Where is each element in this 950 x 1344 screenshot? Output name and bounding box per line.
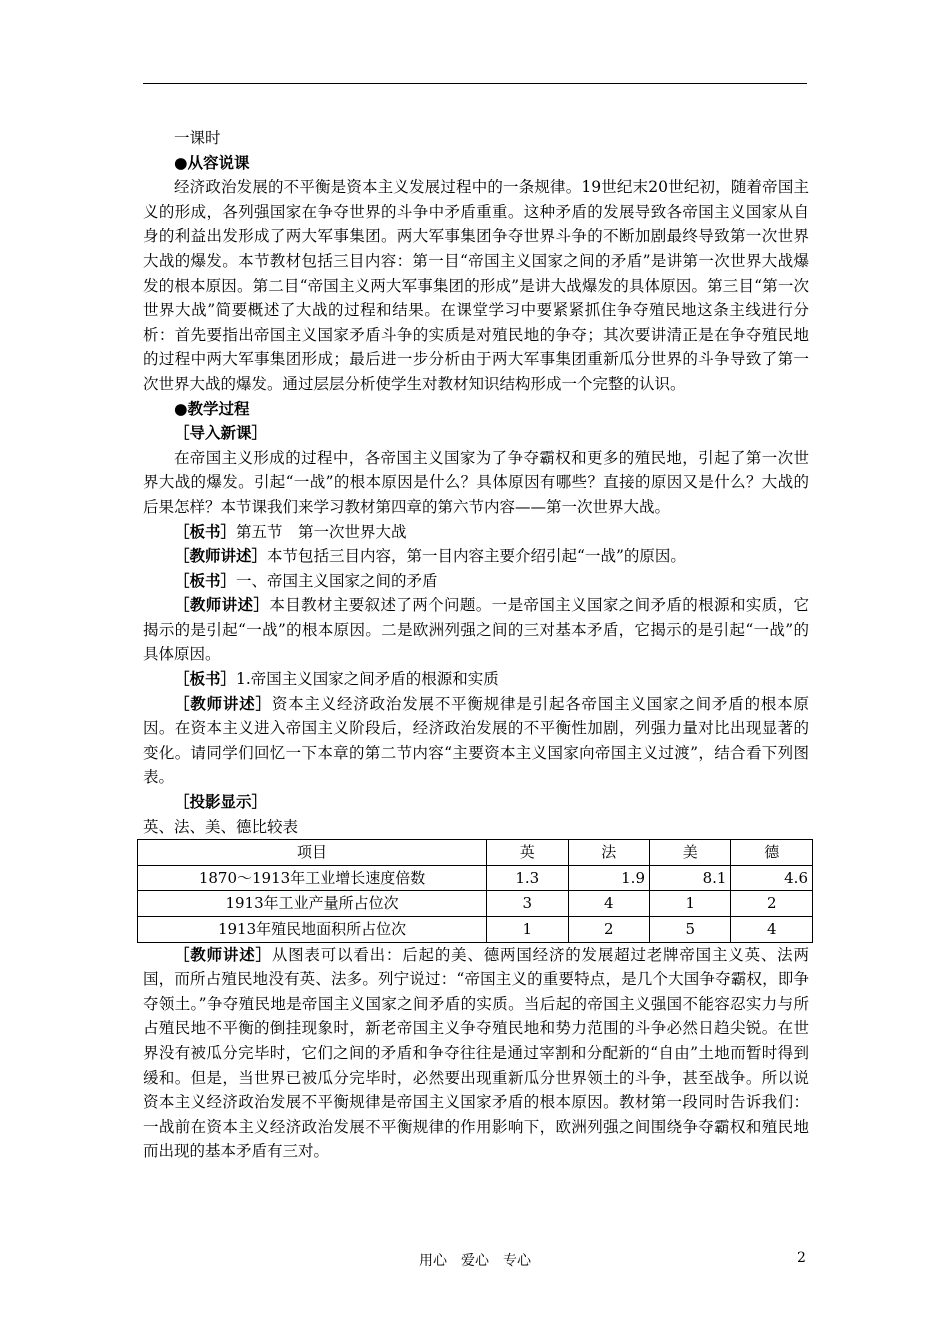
table-cell: 1.9	[568, 865, 649, 891]
table-header-cell: 德	[731, 840, 813, 866]
intro-paragraph: 在帝国主义形成的过程中，各帝国主义国家为了争夺霸权和更多的殖民地，引起了第一次世界大战的爆发。引起“一战”的根本原因是什么？具体原因有哪些？直接的原因又是什么？大战的后果怎样？本节课我们来学习教材第四章的第六节内容——第一次世界大战。	[143, 448, 809, 516]
projection-tag: ［投影显示］	[174, 792, 268, 812]
teacher-talk-tag: ［教师讲述］	[174, 595, 270, 615]
teacher-talk-text: 资本主义经济政治发展不平衡规律是引起各帝国主义国家之间矛盾的根本原因。在资本主义进入帝国主义阶段后，经济政治发展的不平衡性加剧，列强力量对比出现显著的变化。请同学们回忆一下本章的第二节内容“主要资本主义国家向帝国主义过渡”，结合看下列图表。	[143, 694, 809, 787]
lesson-talk-paragraph: 经济政治发展的不平衡是资本主义发展过程中的一条规律。19世纪末20世纪初，随着帝国主义的形成，各列强国家在争夺世界的斗争中矛盾重重。这种矛盾的发展导致各帝国主义国家从自身的利益出发形成了两大军事集团。两大军事集团争夺世界斗争的不断加剧最终导致第一次世界大战的爆发。本节教材包括三目内容：第一目“帝国主义国家之间的矛盾”是讲第一次世界大战爆发的根本原因。第二目“帝国主义两大军事集团的形成”是讲大战爆发的具体原因。第三目“第一次世界大战”简要概述了大战的过程和结果。在课堂学习中要紧紧抓住争夺殖民地这条主线进行分析：首先要指出帝国主义国家矛盾斗争的实质是对殖民地的争夺；其次要讲清正是在争夺殖民地的过程中两大军事集团形成；最后进一步分析由于两大军事集团重新瓜分世界的斗争导致了第一次世界大战的爆发。通过层层分析使学生对教材知识结构形成一个完整的认识。	[143, 178, 809, 393]
board-note-2	[143, 569, 809, 594]
board-note-3	[143, 667, 809, 692]
section-heading-lesson-talk: ●从容说课	[174, 152, 250, 172]
teacher-talk-tag: ［教师讲述］	[174, 944, 272, 964]
table-header-cell: 美	[650, 840, 731, 866]
table-cell: 1913年工业产量所占位次	[138, 891, 487, 917]
table-cell: 5	[650, 917, 731, 943]
table-cell: 4.6	[731, 865, 813, 891]
table-cell: 1913年殖民地面积所占位次	[138, 917, 487, 943]
table-cell: 8.1	[650, 865, 731, 891]
teacher-talk-4	[143, 943, 809, 1164]
intro-tag: ［导入新课］	[174, 423, 268, 443]
board-text: 第五节 第一次世界大战	[236, 522, 407, 541]
teacher-talk-2	[143, 593, 809, 667]
table-row	[138, 865, 813, 891]
board-tag: ［板书］	[174, 570, 237, 590]
section-heading-teaching-process: ●教学过程	[174, 398, 250, 418]
header-rule	[143, 83, 807, 84]
teacher-talk-text: 从图表可以看出：后起的美、德两国经济的发展超过老牌帝国主义英、法两国，而所占殖民地没有英、法多。列宁说过：“帝国主义的重要特点，是几个大国争夺霸权，即争夺领土。”争夺殖民地是帝国主义国家之间矛盾的实质。当后起的帝国主义强国不能容忍实力与所占殖民地不平衡的倒挂现象时，新老帝国主义争夺殖民地和势力范围的斗争必然日趋尖锐。在世界没有被瓜分完毕时，它们之间的矛盾和争夺往往是通过宰割和分配新的“自由”土地而暂时得到缓和。但是，当世界已被瓜分完毕时，必然要出现重新瓜分世界领土的斗争，甚至战争。所以说资本主义经济政治发展不平衡规律是帝国主义国家矛盾的根本原因。教材第一段同时告诉我们：一战前在资本主义经济政治发展不平衡规律的作用影响下，欧洲列强之间围绕争夺霸权和殖民地而出现的基本矛盾有三对。	[143, 945, 809, 1161]
table-header-cell: 法	[568, 840, 649, 866]
teacher-talk-3	[143, 692, 809, 790]
table-header-row	[138, 840, 813, 866]
board-text: 一、帝国主义国家之间的矛盾	[236, 571, 438, 590]
table-cell: 2	[731, 891, 813, 917]
table-row	[138, 891, 813, 917]
table-cell: 1	[650, 891, 731, 917]
document-body	[143, 126, 809, 1164]
teacher-talk-text: 本节包括三目内容，第一目内容主要介绍引起“一战”的原因。	[267, 547, 686, 566]
table-cell: 3	[487, 891, 568, 917]
teacher-talk-text: 本目教材主要叙述了两个问题。一是帝国主义国家之间矛盾的根源和实质，它揭示的是引起“一战”的根本原因。二是欧洲列强之间的三对基本矛盾，它揭示的是引起“一战”的具体原因。	[143, 596, 809, 664]
board-note-1	[143, 520, 809, 545]
table-header-cell: 项目	[138, 840, 487, 866]
table-cell: 1	[487, 917, 568, 943]
page-number: 2	[797, 1250, 806, 1266]
table-cell: 1.3	[487, 865, 568, 891]
table-cell: 4	[731, 917, 813, 943]
board-tag: ［板书］	[174, 669, 237, 689]
teacher-talk-tag: ［教师讲述］	[174, 546, 268, 566]
footer-motto: 用心 爱心 专心	[419, 1253, 531, 1269]
intro-line: 一课时	[174, 129, 221, 147]
table-cell: 4	[568, 891, 649, 917]
board-tag: ［板书］	[174, 521, 237, 541]
comparison-table	[137, 839, 813, 942]
table-caption: 英、法、美、德比较表	[143, 817, 299, 836]
teacher-talk-1	[143, 544, 809, 569]
teacher-talk-tag: ［教师讲述］	[174, 693, 272, 713]
table-header-cell: 英	[487, 840, 568, 866]
table-row	[138, 917, 813, 943]
table-cell: 1870～1913年工业增长速度倍数	[138, 865, 487, 891]
table-cell: 2	[568, 917, 649, 943]
board-text: 1.帝国主义国家之间矛盾的根源和实质	[236, 670, 499, 689]
